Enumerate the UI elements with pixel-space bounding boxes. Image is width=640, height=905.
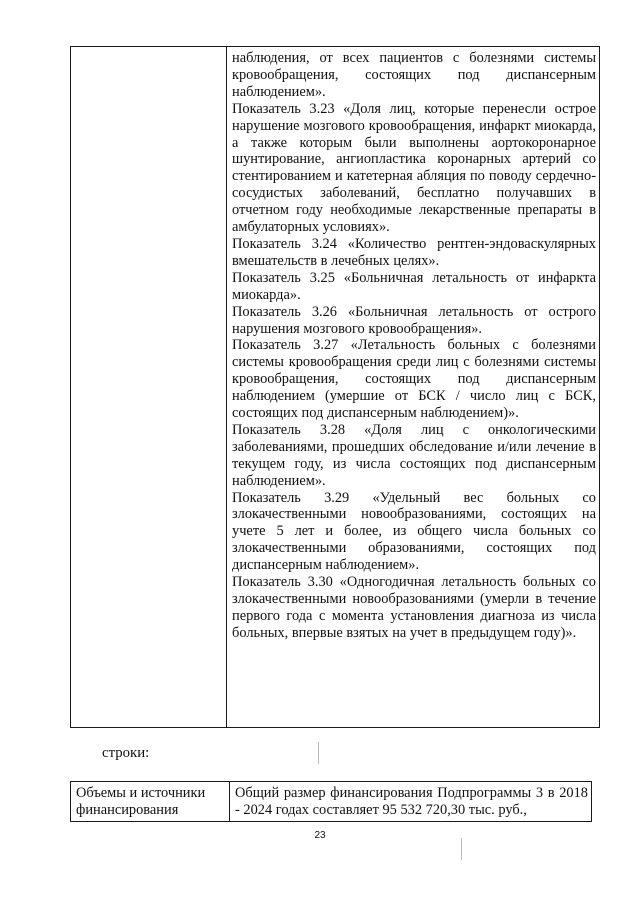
paragraph-indicator-3-25: Показатель 3.25 «Больничная летальность от инфаркта миокарда».	[232, 269, 596, 303]
empty-left-cell	[71, 47, 227, 728]
table-row	[71, 47, 600, 728]
paragraph-indicator-3-27: Показатель 3.27 «Летальность больных с болезнями системы кровообращения среди лиц с болезнями системы кровообращения, состоящих под диспансерным наблюдением (умершие от БСК / число лиц с БСК, состоящих под диспансерным наблюдением)».	[232, 337, 596, 422]
table-row	[71, 782, 592, 822]
strings-label: строки:	[102, 745, 150, 761]
paragraph-indicator-3-24: Показатель 3.24 «Количество рентген-эндоваскулярных вмешательств в лечебных целях».	[232, 235, 596, 269]
paragraph-indicator-3-23: Показатель 3.23 «Доля лиц, которые перенесли острое нарушение мозгового кровообращения, инфаркт миокарда, а также которым были выполнены аортокоронарное шунтирование, ангиопластика коронарных артерий со стентированием и катетерная абляция по поводу сердечно-сосудистых заболеваний, бесплатно получавших в отчетном году необходимые лекарственные препараты в амбулаторных условиях».	[232, 100, 596, 236]
paragraph-indicator-3-28: Показатель 3.28 «Доля лиц с онкологическими заболеваниями, прошедших обследование и/или лечение в текущем году, из числа состоящих под диспансерным наблюдением».	[232, 421, 596, 489]
scan-artifact-line	[461, 838, 462, 860]
paragraph-indicator-3-30: Показатель 3.30 «Одногодичная летальность больных со злокачественными новообразованиями (умерли в течение первого года с момента установления диагноза из числа больных, впервые взятых на учет в предыдущем году)».	[232, 574, 596, 641]
funding-value-cell: Общий размер финансирования Подпрограммы 3 в 2018 - 2024 годах составляет 95 532 720,30 тыс. руб.,	[230, 782, 592, 822]
indicators-table	[70, 46, 600, 728]
indicators-cell	[227, 47, 600, 728]
page-number: 23	[314, 830, 326, 841]
paragraph-indicator-3-29: Показатель 3.29 «Удельный вес больных со злокачественными новообразованиями, состоящих на учете 5 лет и более, из общего числа больных со злокачественными образованиями, состоящих под диспансерным наблюдением».	[232, 489, 596, 574]
funding-table	[70, 781, 592, 822]
funding-label-cell: Объемы и источники финансирования	[71, 782, 230, 822]
paragraph-indicator-3-26: Показатель 3.26 «Больничная летальность от острого нарушения мозгового кровообращения».	[232, 303, 596, 337]
paragraph-continuation: наблюдения, от всех пациентов с болезнями системы кровообращения, состоящих под диспансерным наблюдением».	[232, 50, 596, 100]
scan-artifact-line	[318, 742, 319, 764]
